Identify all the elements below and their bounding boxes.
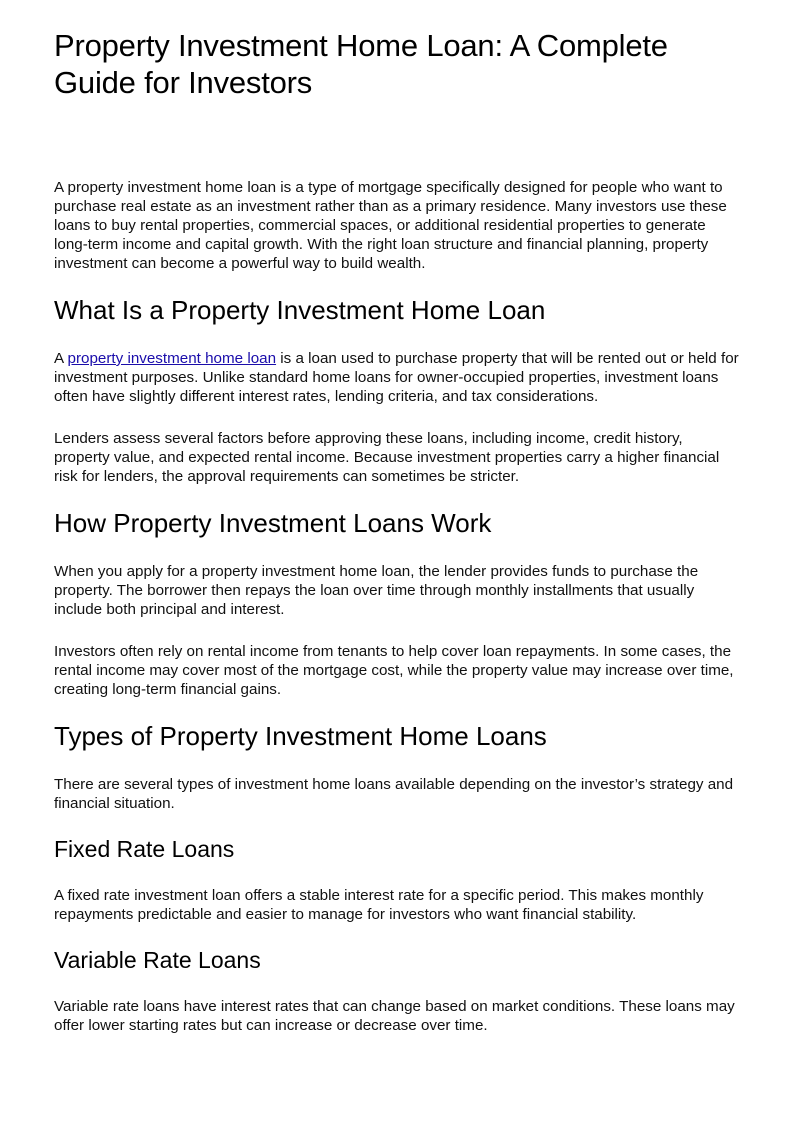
intro-paragraph: A property investment home loan is a type of mortgage specifically designed for people who want to purchase real estate as an investment rather than as a primary residence. Many investors use these loans to buy rental properties, commercial spaces, or additional residential properties to generate long-term income and capital growth. With the right loan structure and financial planning, property investment can become a powerful way to build wealth. [54,179,727,272]
how-it-works-paragraph-2: Investors often rely on rental income from tenants to help cover loan repayments. In some cases, the rental income may cover most of the mortgage cost, while the property value may increase over time, creating long-term financial gains. [54,643,734,698]
page-title: Property Investment Home Loan: A Complete Guide for Investors [54,28,668,100]
property-investment-home-loan-link[interactable]: property investment home loan [67,350,277,367]
what-is-paragraph-1-suffix: is a loan used to purchase property that will be rented out or held for investment purposes. Unlike standard home loans for owner-occupied properties, investment loans often have slightly different interest rates, lending criteria, and tax considerations. [54,350,739,405]
what-is-paragraph-2: Lenders assess several factors before approving these loans, including income, credit history, property value, and expected rental income. Because investment properties carry a higher financial risk for lenders, the approval requirements can sometimes be stricter. [54,430,720,485]
variable-rate-paragraph: Variable rate loans have interest rates that can change based on market conditions. These loans may offer lower starting rates but can increase or decrease over time. [54,998,735,1034]
how-it-works-paragraph-1: When you apply for a property investment home loan, the lender provides funds to purchase the property. The borrower then repays the loan over time through monthly installments that usually include both principal and interest. [54,563,699,618]
types-intro-paragraph: There are several types of investment home loans available depending on the investor’s strategy and financial situation. [54,776,734,812]
subheading-fixed-rate-loans: Fixed Rate Loans [54,836,235,862]
fixed-rate-paragraph: A fixed rate investment loan offers a stable interest rate for a specific period. This makes monthly repayments predictable and easier to manage for investors who want financial stability. [54,887,704,923]
what-is-paragraph-1-prefix: A [54,350,68,367]
what-is-paragraph-1 [54,349,740,406]
section-heading-what-is: What Is a Property Investment Home Loan [54,295,546,325]
section-heading-how-it-works: How Property Investment Loans Work [54,508,492,538]
subheading-variable-rate-loans: Variable Rate Loans [54,947,261,973]
section-heading-types: Types of Property Investment Home Loans [54,721,547,751]
